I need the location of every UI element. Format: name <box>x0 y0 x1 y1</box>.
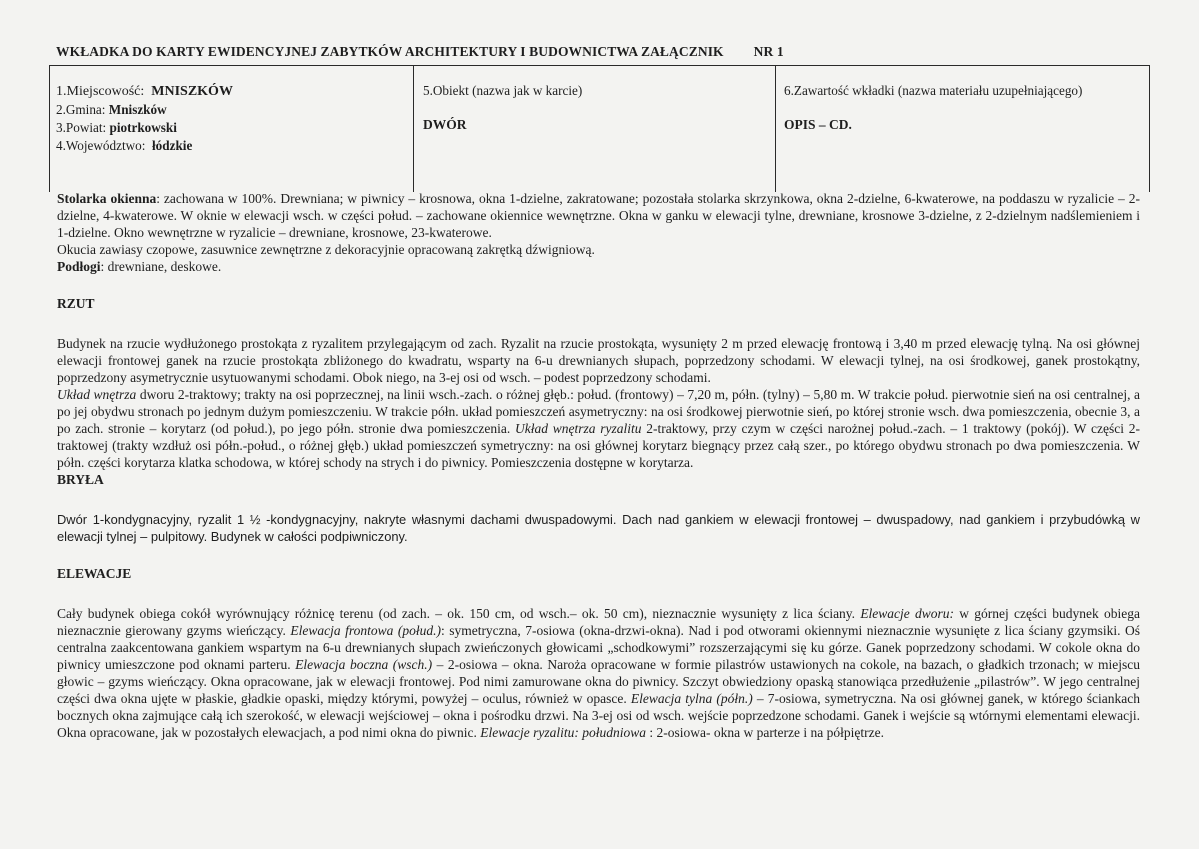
elewacje-t6: : 2-osiowa- okna w parterze i na półpiętrze. <box>645 725 884 740</box>
content-label: 6.Zawartość wkładki (nazwa materiału uzupełniającego) <box>784 83 1083 98</box>
miejscowosc-label: 1.Miejscowość: <box>56 84 145 99</box>
uklad-wnetrza-italic: Układ wnętrza <box>57 387 137 402</box>
elewacja-tylna-italic: Elewacja tylna (półn.) <box>630 691 753 706</box>
elewacje-dworu-italic: Elewacje dworu: <box>860 606 955 621</box>
object-label: 5.Obiekt (nazwa jak w karcie) <box>423 83 583 98</box>
wojewodztwo-value: łódzkie <box>152 138 193 153</box>
uklad-ryzalitu-italic: Układ wnętrza ryzalitu <box>515 421 642 436</box>
rzut-p2-text1: dworu 2-traktowy; trakty na osi poprzecznej, na linii wsch.-zach. o różnej głęb.: połud. (frontowy) – 7,20 m, półn. (tylny) – 5,80 m. W trakcie połud. pierwotnie sień na osi centralnej, a po jej obydwu stronach po jednym dużym pomieszczeniu. W trakcie półn. układ pomieszczeń asymetryczny: na osi środkowej pierwotnie sień, po której stronie wsch. dwa pomieszczenia, obecnie 3, a po zach. stronie – korytarz (od połud.), po jego półn. stronie dwa pomieszczenia. <box>57 387 1141 436</box>
content-cell <box>776 66 1149 192</box>
location-cell <box>50 66 414 192</box>
document-body <box>57 190 1140 741</box>
object-value: DWÓR <box>423 117 467 132</box>
stolarka-text: : zachowana w 100%. Drewniana; w piwnicy – krosnowa, okna 1-dzielne, zakratowane; pozostała stolarka skrzynkowa, okna 2-dzielne, 6-kwaterowe, na poddaszu w ryzalicie – 2-dzielne, 4-kwaterowe. W oknie w elewacji wsch. w części połud. – zachowane okiennice wewnętrzne. Okna w ganku w elewacji tylne, drewniane, krosnowe 3-dzielne, z 2-dzielnym nadślemieniem i 1-dzielne. Okno wewnętrzne w ryzalicie – drewniane, krosnowe, 23-kwaterowe. <box>57 191 1140 240</box>
form-number: NR 1 <box>753 44 784 59</box>
bryla-paragraph: Dwór 1-kondygnacyjny, ryzalit 1 ½ -kondygnacyjny, nakryte własnymi dachami dwuspadowymi. Dach nad gankiem w elewacji frontowej – dwuspadowy, nad gankiem i przybudówką w elewacji tylnej – pulpitowy. Budynek w całości podpiwniczony. <box>57 512 1140 544</box>
elewacje-ryzalitu-italic: Elewacje ryzalitu: południowa <box>480 725 646 740</box>
podlogi-paragraph <box>57 258 1140 275</box>
elewacje-t4: – 2-osiowa – okna. Naroża opracowane w formie pilastrów ustawionych na cokole, na bazach, o gładkich trzonach; w miejscu głowic – gzyms wieńczący. Okna opracowane, jak w elewacji frontowej. Pod nimi zamurowane okna do piwnicy. Szczyt obwiedziony opaską stanowiąca przedłużenie „pilastrów”. W jego centralnej części dwa okna ujęte w płaskie, gładkie opaski, między którymi, powyżej – oculus, również w opasce. <box>57 657 1140 706</box>
okucia-paragraph: Okucia zawiasy czopowe, zasuwnice zewnętrzne z dekoracyjnie opracowaną zakrętką dźwigniową. <box>57 242 595 257</box>
object-cell <box>414 66 776 192</box>
rzut-paragraph-2 <box>57 386 1140 471</box>
stolarka-paragraph <box>57 190 1140 241</box>
podlogi-lead: Podłogi <box>57 259 101 274</box>
elewacje-t3: : symetryczna, 7-osiowa (okna-drzwi-okna). Nad i pod otworami okiennymi nieznacznie wysunięte z lica ściany gzymsiki. Oś centralna zaakcentowana gankiem wspartym na 6-u drewnianych słupach zwieńczonych głowicami „schodkowymi” rozszerzającymi się ku górze. Ganek poprzedzony schodami. W cokole okna do piwnicy umieszczone pod oknami parteru. <box>57 623 1140 672</box>
powiat-label: 3.Powiat: <box>56 120 107 135</box>
stolarka-lead: Stolarka okienna <box>57 191 157 206</box>
bryla-heading: BRYŁA <box>57 472 104 487</box>
elewacje-paragraph <box>57 605 1140 741</box>
rzut-heading: RZUT <box>57 296 95 311</box>
rzut-p2-text2: 2-traktowy, przy czym w części narożnej połud.-zach. – 1 traktowy (pokój). W części 2- traktowej (trakty wzdłuż osi półn.-połud., o różnej głęb.) układ pomieszczeń symetryczny: na osi głównej korytarz biegnący przez całą szer., po którego obydwu stronach po dwa pomieszczenia. W półn. części korytarza klatka schodowa, w której schody na strych i do piwnicy. Pomieszczenia dostępne w korytarza. <box>57 421 1141 470</box>
form-title <box>56 44 784 60</box>
elewacje-t2: w górnej części budynek obiega nieznacznie gierowany gzyms wieńczący. <box>57 606 1140 638</box>
elewacja-frontowa-italic: Elewacja frontowa (połud.) <box>290 623 441 638</box>
elewacje-t5: – 7-osiowa, symetryczna. Na osi głównej ganek, w którego ściankach bocznych okna zajmujące całą ich szerokość, w elewacji wejściowej – okna i pośrodku drzwi. Na 3-ej osi od wsch. wejście poprzedzone schodami. Ganek i wejście są wtórnymi elementami elewacji. Okna opracowane, jak w pozostałych elewacjach, a pod nimi okna do piwnic. <box>57 691 1140 740</box>
podlogi-text: : drewniane, deskowe. <box>100 259 222 274</box>
elewacja-boczna-italic: Elewacja boczna (wsch.) <box>295 657 433 672</box>
powiat-value: piotrkowski <box>109 120 177 135</box>
form-title-text: WKŁADKA DO KARTY EWIDENCYJNEJ ZABYTKÓW ARCHITEKTURY I BUDOWNICTWA ZAŁĄCZNIK <box>56 44 724 59</box>
header-table <box>49 65 1150 192</box>
elewacje-t1: Cały budynek obiega cokół wyrównujący różnicę terenu (od zach. – ok. 150 cm, od wsch.– ok. 50 cm), nieznacznie wysunięty z lica ściany. <box>57 606 861 621</box>
wojewodztwo-label: 4.Województwo: <box>56 138 146 153</box>
elewacje-heading: ELEWACJE <box>57 566 132 581</box>
gmina-label: 2.Gmina: <box>56 102 106 117</box>
rzut-paragraph-1: Budynek na rzucie wydłużonego prostokąta z ryzalitem przylegającym od zach. Ryzalit na rzucie prostokąta, wysunięty 2 m przed elewację frontową i 3,40 m przed elewację tylną. Na osi głównej elewacji frontowej ganek na rzucie prostokąta zbliżonego do kwadratu, wsparty na 6-u drewnianych słupach, poprzedzony schodami. W elewacji tylnej, na osi środkowej, ganek prostokątny, poprzedzony asymetrycznie usytuowanymi schodami. Obok niego, na 3-ej osi od wsch. – podest poprzedzony schodami. <box>57 336 1140 385</box>
miejscowosc-value: MNISZKÓW <box>151 84 233 99</box>
content-value: OPIS – CD. <box>784 117 852 132</box>
gmina-value: Mniszków <box>108 102 167 117</box>
